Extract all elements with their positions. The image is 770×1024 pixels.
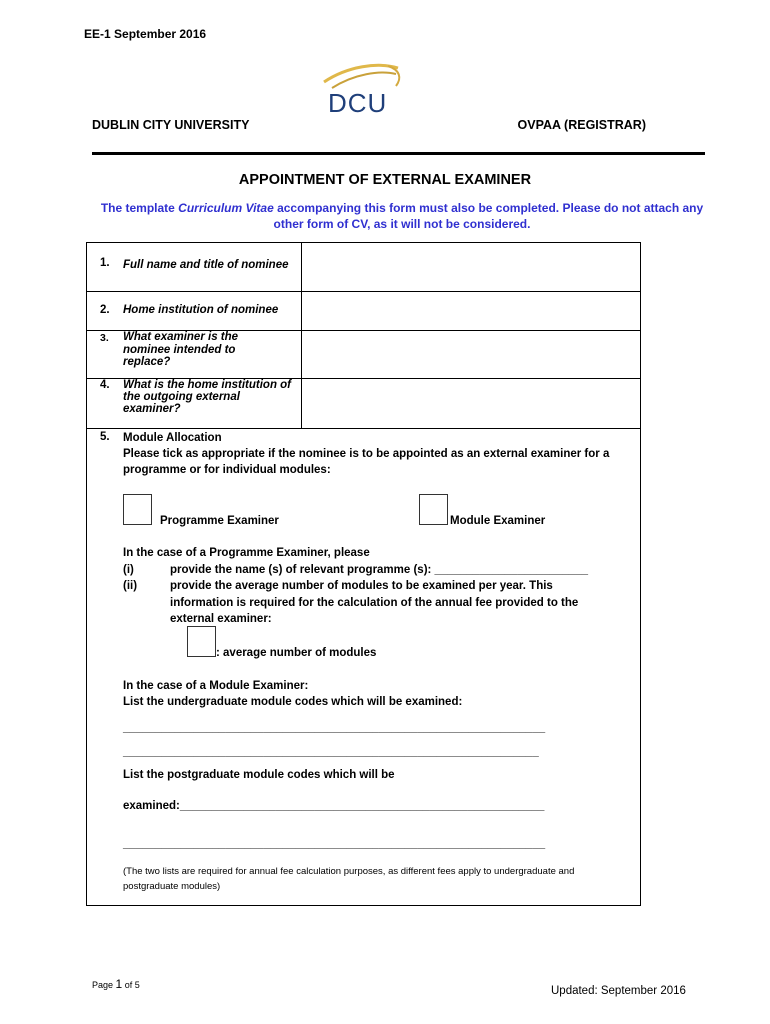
undergraduate-label: List the undergraduate module codes which will be examined: <box>123 696 463 708</box>
replaced-examiner-field[interactable] <box>302 331 639 378</box>
dcu-logo <box>318 60 408 116</box>
home-institution-field[interactable] <box>302 292 639 330</box>
question-number: 3. <box>100 332 109 344</box>
programme-examiner-label: Programme Examiner <box>160 515 279 527</box>
row-divider <box>86 428 640 429</box>
question-4-label: What is the home institution of the outgoing external examiner? <box>123 379 292 415</box>
outgoing-institution-field[interactable] <box>302 379 639 428</box>
postgraduate-codes-line[interactable]: examined:_________________________________________________________ <box>123 800 545 812</box>
module-examiner-label: Module Examiner <box>450 515 546 527</box>
intro-part3: accompanying this form must also be completed. Please do not attach any other form of CV, as it will not be considered. <box>273 201 704 231</box>
module-examiner-checkbox[interactable] <box>419 494 448 525</box>
programme-examiner-checkbox[interactable] <box>123 494 152 525</box>
module-allocation-instruction: Please tick as appropriate if the nominee is to be appointed as an external examiner for a programme or for individual modules: <box>123 448 610 476</box>
undergraduate-codes-line[interactable]: _________________________________________________________________ <box>123 746 539 758</box>
university-name: DUBLIN CITY UNIVERSITY <box>92 118 250 132</box>
page-title: APPOINTMENT OF EXTERNAL EXAMINER <box>238 172 532 188</box>
module-allocation-heading: Module Allocation <box>123 432 222 444</box>
svg-text:DCU: DCU <box>328 88 388 116</box>
item-ii-line: external examiner: <box>170 613 272 625</box>
fee-note: (The two lists are required for annual fee calculation purposes, as different fees apply to undergraduate and postgraduate modules) <box>123 866 575 892</box>
question-number: 2. <box>100 304 110 316</box>
average-modules-box[interactable] <box>187 626 216 657</box>
postgraduate-codes-line[interactable]: __________________________________________________________________ <box>123 838 546 850</box>
page-current: 1 <box>115 977 123 991</box>
header-divider <box>92 152 705 155</box>
question-1-label: Full name and title of nominee <box>123 259 289 271</box>
document-code: EE-1 September 2016 <box>84 27 207 41</box>
module-case-heading: In the case of a Module Examiner: <box>123 680 309 692</box>
item-i-number: (i) <box>123 564 134 576</box>
question-2-label: Home institution of nominee <box>123 304 279 316</box>
undergraduate-codes-line[interactable]: __________________________________________________________________ <box>123 722 546 734</box>
intro-cv-term: Curriculum Vitae <box>178 201 274 215</box>
intro-part1: The template <box>100 201 179 215</box>
programme-case-heading: In the case of a Programme Examiner, please <box>123 547 370 559</box>
item-ii-line: provide the average number of modules to be examined per year. This <box>170 580 553 592</box>
question-number: 4. <box>100 379 110 391</box>
item-ii-number: (ii) <box>123 580 138 592</box>
page-number <box>92 977 140 991</box>
page-suffix: of 5 <box>122 980 140 990</box>
office-name: OVPAA (REGISTRAR) <box>517 118 646 132</box>
item-i-text: provide the name (s) of relevant programme (s): ________________________ <box>170 564 589 576</box>
full-name-field[interactable] <box>302 243 639 291</box>
question-number: 1. <box>100 257 110 269</box>
question-3-label: What examiner is the nominee intended to replace? <box>123 331 239 368</box>
postgraduate-label: List the postgraduate module codes which will be <box>123 769 395 781</box>
intro-text <box>92 200 712 232</box>
updated-date: Updated: September 2016 <box>551 985 686 997</box>
question-number: 5. <box>100 431 110 443</box>
item-ii-line: information is required for the calculation of the annual fee provided to the <box>170 597 579 609</box>
average-modules-label: : average number of modules <box>216 647 377 659</box>
page-prefix: Page <box>92 980 116 990</box>
